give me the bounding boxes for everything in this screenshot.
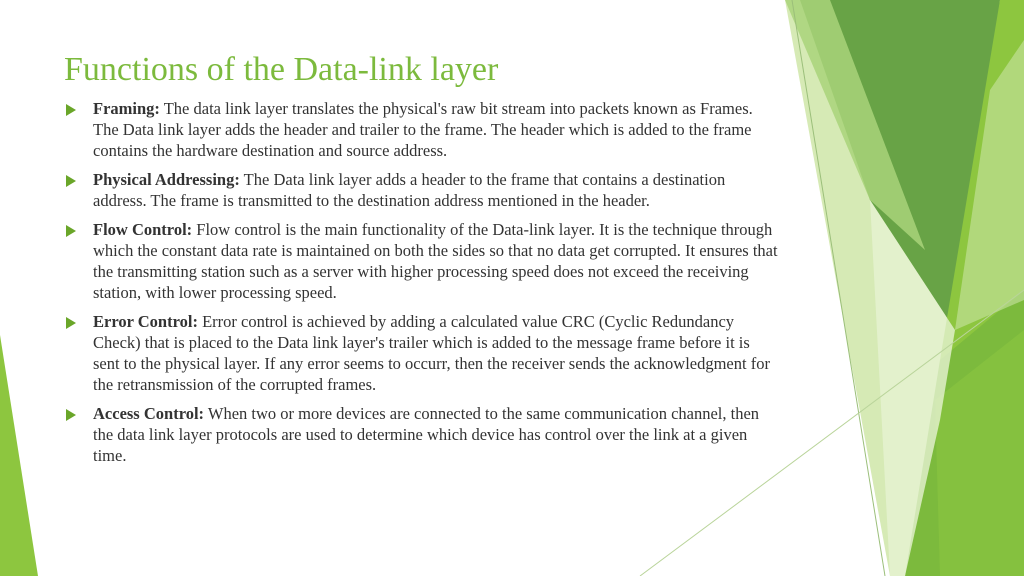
item-text xyxy=(93,311,778,395)
item-term: Flow Control: xyxy=(93,220,193,239)
item-text xyxy=(93,169,778,211)
item-text xyxy=(93,219,778,303)
item-description: When two or more devices are connected to the same communication channel, then the data link layer protocols are used to determine which device has control over the link at a given time. xyxy=(93,404,760,465)
triangle-right-icon xyxy=(66,317,76,329)
item-term: Physical Addressing: xyxy=(93,170,240,189)
item-text xyxy=(93,403,778,466)
item-description: Flow control is the main functionality of the Data-link layer. It is the technique through which the constant data rate is maintained on both the sides so that no data get corrupted. It ensures that the transmitting station such as a server with higher processing speed does not exceed the receiving station, with lower processing speed. xyxy=(93,220,778,302)
item-text xyxy=(93,98,778,161)
slide-title: Functions of the Data-link layer xyxy=(64,50,499,88)
list-item xyxy=(62,219,778,303)
triangle-right-icon xyxy=(66,104,76,116)
list-item xyxy=(62,403,778,466)
triangle-right-icon xyxy=(66,175,76,187)
list-item xyxy=(62,98,778,161)
item-description: Error control is achieved by adding a calculated value CRC (Cyclic Redundancy Check) that is placed to the Data link layer's trailer which is added to the message frame before it is sent to the physical layer. If any error seems to occurr, then the receiver sends the acknowledgment for the retransmission of the corrupted frames. xyxy=(93,312,770,394)
item-description: The data link layer translates the physical's raw bit stream into packets known as Frames. The Data link layer adds the header and trailer to the frame. The header which is added to the frame contains the hardware destination and source address. xyxy=(93,99,753,160)
item-term: Framing: xyxy=(93,99,160,118)
item-term: Error Control: xyxy=(93,312,198,331)
bullet-list xyxy=(62,98,778,474)
list-item xyxy=(62,311,778,395)
triangle-right-icon xyxy=(66,225,76,237)
item-term: Access Control: xyxy=(93,404,205,423)
triangle-right-icon xyxy=(66,409,76,421)
list-item xyxy=(62,169,778,211)
item-description: The Data link layer adds a header to the frame that contains a destination address. The frame is transmitted to the destination address mentioned in the header. xyxy=(93,170,726,210)
